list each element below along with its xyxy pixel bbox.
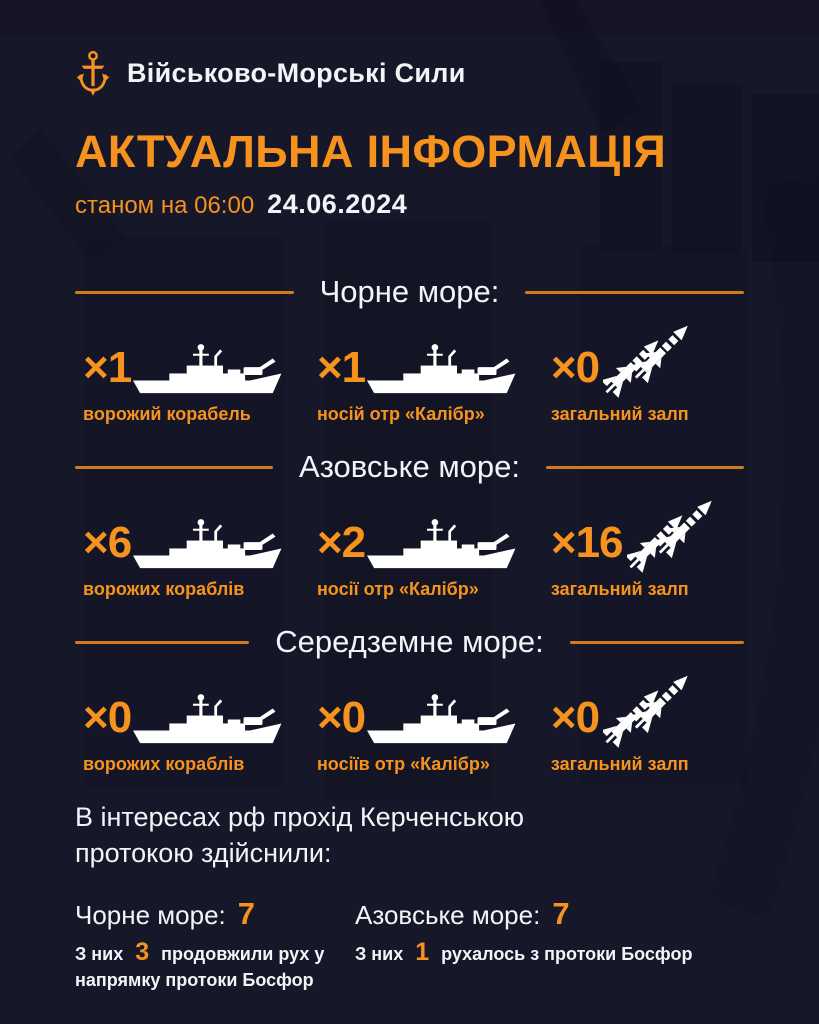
kerch-passages-block	[75, 799, 744, 993]
sea-note	[75, 937, 355, 993]
section-black-sea	[75, 274, 744, 425]
divider-line	[546, 466, 744, 469]
header	[75, 0, 744, 96]
divider-line	[75, 641, 249, 644]
stat-count: ×16	[550, 518, 623, 567]
warship-icon	[133, 691, 283, 748]
subtitle-row	[75, 189, 744, 220]
stat-count: ×0	[550, 343, 600, 392]
note-suffix: рухалось з протоки Босфор	[441, 943, 693, 964]
stat-count: ×6	[83, 518, 132, 567]
stat-kalibr-carriers	[317, 322, 533, 425]
section-header	[75, 449, 744, 485]
stat-enemy-ships	[83, 322, 299, 425]
stat-salvo	[551, 497, 736, 600]
note-suffix: продовжили рух у напрямку протоки Босфор	[75, 943, 325, 990]
report-date: 24.06.2024	[267, 189, 408, 219]
missiles-salvo-icon	[625, 495, 719, 573]
divider-line	[525, 291, 744, 294]
org-name: Військово-Морські Сили	[127, 57, 466, 88]
stat-enemy-ships	[83, 497, 299, 600]
section-mediterranean-sea	[75, 624, 744, 775]
missiles-salvo-icon	[601, 320, 695, 398]
section-items	[75, 672, 744, 775]
section-title: Середземне море:	[275, 624, 544, 659]
section-header	[75, 274, 744, 310]
note-prefix: З них	[355, 943, 404, 964]
section-items	[75, 322, 744, 425]
stat-count: ×2	[316, 518, 366, 567]
kerch-col-black-sea	[75, 895, 355, 993]
stat-salvo	[551, 322, 736, 425]
note-count: 1	[415, 937, 430, 966]
missiles-salvo-icon	[601, 670, 695, 748]
stat-label: носії отр «Калібр»	[316, 579, 479, 599]
stat-label: носій отр «Калібр»	[316, 404, 485, 424]
page-title: АКТУАЛЬНА ІНФОРМАЦІЯ	[75, 126, 667, 177]
kerch-columns	[75, 895, 744, 993]
stat-label: носіїв отр «Калібр»	[316, 754, 490, 774]
sea-total: 7	[552, 895, 570, 931]
navy-anchor-icon	[75, 50, 111, 96]
section-azov-sea	[75, 449, 744, 600]
warship-icon	[133, 341, 283, 398]
stat-kalibr-carriers	[317, 672, 533, 775]
warship-icon	[367, 516, 517, 573]
section-title: Азовське море:	[299, 449, 520, 484]
section-header	[75, 624, 744, 660]
kerch-heading: В інтересах рф прохід Керченською протокою здійснили:	[75, 802, 524, 869]
divider-line	[75, 291, 294, 294]
stat-label: ворожих кораблів	[83, 754, 245, 774]
sea-name: Чорне море:	[75, 899, 226, 930]
stat-salvo	[551, 672, 736, 775]
note-prefix: З них	[75, 943, 124, 964]
stat-count: ×1	[83, 343, 132, 392]
stat-count: ×1	[316, 343, 366, 392]
stat-count: ×0	[83, 693, 132, 742]
stat-count: ×0	[316, 693, 366, 742]
sea-total: 7	[237, 895, 256, 931]
divider-line	[570, 641, 744, 644]
stat-label: загальний залп	[550, 579, 689, 599]
warship-icon	[367, 691, 517, 748]
section-title: Чорне море:	[319, 274, 500, 309]
sea-sections	[75, 274, 744, 775]
warship-icon	[133, 516, 283, 573]
kerch-col-azov-sea	[355, 895, 693, 993]
stat-label: загальний залп	[550, 754, 689, 774]
stat-label: ворожий корабель	[83, 404, 251, 424]
stat-label: ворожих кораблів	[83, 579, 245, 599]
divider-line	[75, 466, 273, 469]
note-count: 3	[135, 937, 150, 966]
stat-enemy-ships	[83, 672, 299, 775]
stat-count: ×0	[550, 693, 600, 742]
stat-label: загальний залп	[550, 404, 689, 424]
section-items	[75, 497, 744, 600]
warship-icon	[367, 341, 517, 398]
sea-note	[355, 937, 693, 967]
stat-kalibr-carriers	[317, 497, 533, 600]
sea-name: Азовське море:	[355, 899, 541, 930]
as-of-label: станом на 06:00	[75, 192, 255, 219]
